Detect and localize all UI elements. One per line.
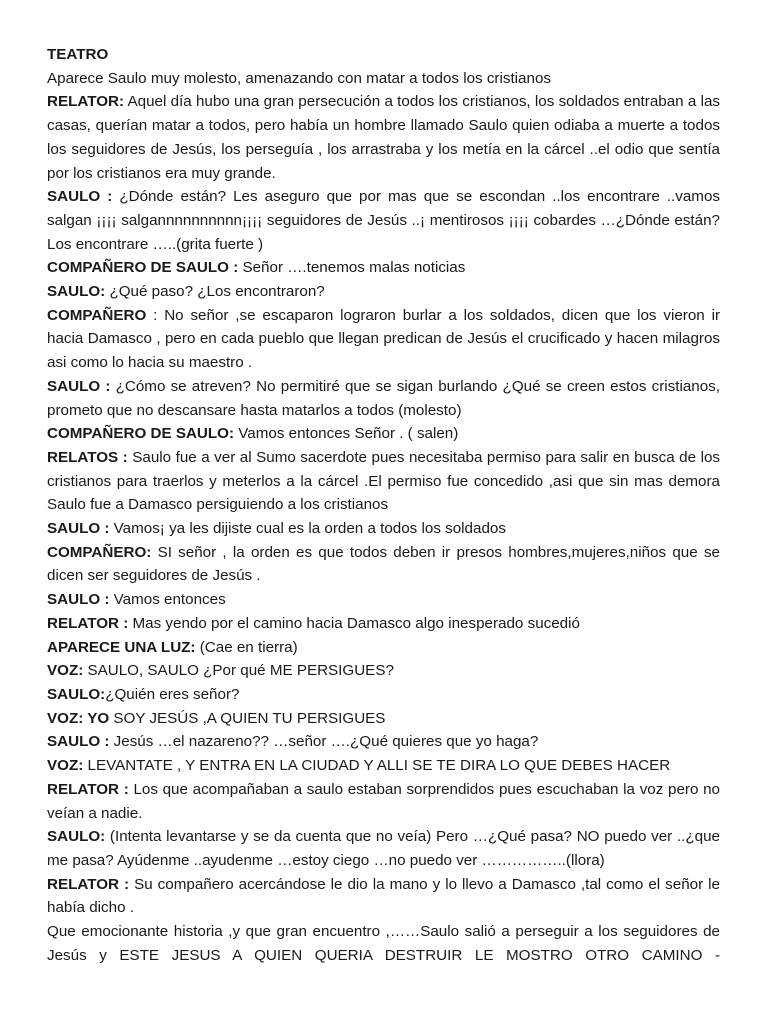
dialogue-text: ¿Qué paso? ¿Los encontraron? — [105, 283, 325, 301]
dialogue-text: SI señor , la orden es que todos deben ir presos hombres,mujeres,niños que se dicen ser seguidores de Jesús . — [47, 543, 720, 585]
dialogue-text: (Cae en tierra) — [195, 638, 298, 656]
speaker-label: COMPAÑERO DE SAULO: — [47, 425, 235, 443]
dialogue-paragraph — [47, 683, 720, 707]
dialogue-text: Que emocionante historia ,y que gran encuentro ,……Saulo salió a perseguir a los seguidores de Jesús y ESTE JESUS A QUIEN QUERIA DESTRUIR LE MOSTRO OTRO CAMINO - — [47, 923, 720, 964]
speaker-label: SAULO: — [47, 685, 106, 703]
dialogue-text: Señor ….tenemos malas noticias — [238, 259, 466, 277]
speaker-label: VOZ: — [47, 662, 84, 680]
dialogue-paragraph — [47, 707, 720, 731]
dialogue-text: ¿Dónde están? Les aseguro que por mas que se escondan ..los encontrare ..vamos salgan ¡¡¡¡ salgannnnnnnnnn¡¡¡¡ seguidores de Jesús ..¡ mentirosos ¡¡¡¡ cobardes …¿Dónde están? Los encontrare …..(grita fuerte ) — [47, 188, 720, 253]
dialogue-text: (Intenta levantarse y se da cuenta que no veía) Pero …¿Qué pasa? NO puedo ver ..¿que me pasa? Ayúdenme ..ayudenme …estoy ciego …no puedo ver ……………..(llora) — [47, 828, 720, 869]
dialogue-text: ¿Cómo se atreven? No permitiré que se sigan burlando ¿Qué se creen estos cristianos, prometo que no descansare hasta matarlos a todos (molesto) — [47, 377, 720, 419]
speaker-label: VOZ: — [47, 757, 84, 775]
dialogue-text: Jesús …el nazareno?? …señor ….¿Qué quieres que yo haga? — [109, 733, 539, 751]
dialogue-paragraph — [47, 446, 720, 517]
speaker-label: SAULO : — [47, 377, 111, 395]
speaker-label: RELATOR : — [47, 780, 129, 798]
dialogue-text: Mas yendo por el camino hacia Damasco algo inesperado sucedió — [128, 614, 580, 632]
dialogue-text: SOY JESÚS ,A QUIEN TU PERSIGUES — [109, 709, 386, 727]
dialogue-paragraph — [47, 636, 720, 660]
dialogue-text: : No señor ,se escaparon lograron burlar a los soldados, dicen que los vieron ir hacia Damasco , pero en cada pueblo que llegan predican de Jesús el crucificado y hacen milagros asi como lo hacia su maestro . — [47, 306, 720, 372]
dialogue-paragraph — [47, 825, 720, 872]
dialogue-text: Saulo fue a ver al Sumo sacerdote pues necesitaba permiso para salir en busca de los cristianos para traerlos y meterlos a la cárcel .El permiso fue concedido ,asi que sin mas demora Saulo fue a Damasco persiguiendo a los cristianos — [47, 448, 720, 514]
dialogue-paragraph — [47, 185, 720, 256]
dialogue-paragraph — [47, 612, 720, 636]
speaker-label: COMPAÑERO — [47, 306, 147, 324]
speaker-label: SAULO : — [47, 733, 110, 751]
dialogue-paragraph — [47, 422, 720, 446]
speaker-label: COMPAÑERO: — [47, 543, 152, 561]
dialogue-paragraph — [47, 730, 720, 754]
dialogue-body — [47, 67, 720, 968]
document-title: TEATRO — [47, 46, 109, 63]
dialogue-text: LEVANTATE , Y ENTRA EN LA CIUDAD Y ALLI SE TE DIRA LO QUE DEBES HACER — [83, 757, 671, 775]
speaker-label: RELATOR : — [47, 875, 130, 893]
dialogue-paragraph — [47, 778, 720, 825]
dialogue-paragraph — [47, 375, 720, 422]
dialogue-paragraph — [47, 280, 720, 304]
dialogue-paragraph — [47, 920, 720, 967]
speaker-label: APARECE UNA LUZ: — [47, 638, 196, 656]
dialogue-text: ¿Quién eres señor? — [105, 685, 240, 703]
dialogue-paragraph — [47, 588, 720, 612]
speaker-label: RELATOS : — [47, 448, 128, 466]
speaker-label: SAULO: — [47, 828, 106, 846]
dialogue-paragraph — [47, 304, 720, 375]
dialogue-text: Los que acompañaban a saulo estaban sorprendidos pues escuchaban la voz pero no veían a nadie. — [47, 780, 720, 822]
dialogue-text: Vamos entonces Señor . ( salen) — [234, 425, 459, 443]
dialogue-text: Vamos entonces — [109, 591, 226, 609]
dialogue-paragraph — [47, 659, 720, 683]
dialogue-text: Aparece Saulo muy molesto, amenazando con matar a todos los cristianos — [47, 69, 551, 87]
speaker-label: SAULO : — [47, 520, 110, 538]
dialogue-text: Vamos¡ ya les dijiste cual es la orden a todos los soldados — [109, 520, 506, 538]
speaker-label: VOZ: YO — [47, 709, 110, 727]
dialogue-paragraph — [47, 541, 720, 588]
dialogue-paragraph — [47, 754, 720, 778]
speaker-label: SAULO: — [47, 283, 106, 301]
dialogue-text: Aquel día hubo una gran persecución a todos los cristianos, los soldados entraban a las casas, querían matar a todos, pero había un hombre llamado Saulo quien odiaba a muerte a todos los seguidores de Jesús, los perseguía , los arrastraba y los metía en la cárcel ..el odio que sentía por los cristianos era muy grande. — [47, 93, 720, 182]
speaker-label: RELATOR: — [47, 93, 125, 111]
dialogue-paragraph — [47, 67, 720, 91]
dialogue-paragraph — [47, 517, 720, 541]
dialogue-paragraph — [47, 873, 720, 920]
dialogue-paragraph — [47, 256, 720, 280]
speaker-label: SAULO : — [47, 591, 110, 609]
speaker-label: COMPAÑERO DE SAULO : — [47, 259, 239, 277]
speaker-label: SAULO : — [47, 188, 113, 206]
dialogue-text: SAULO, SAULO ¿Por qué ME PERSIGUES? — [83, 662, 394, 680]
dialogue-text: Su compañero acercándose le dio la mano y lo llevo a Damasco ,tal como el señor le había dicho . — [47, 875, 720, 917]
dialogue-paragraph — [47, 90, 720, 185]
speaker-label: RELATOR : — [47, 614, 129, 632]
